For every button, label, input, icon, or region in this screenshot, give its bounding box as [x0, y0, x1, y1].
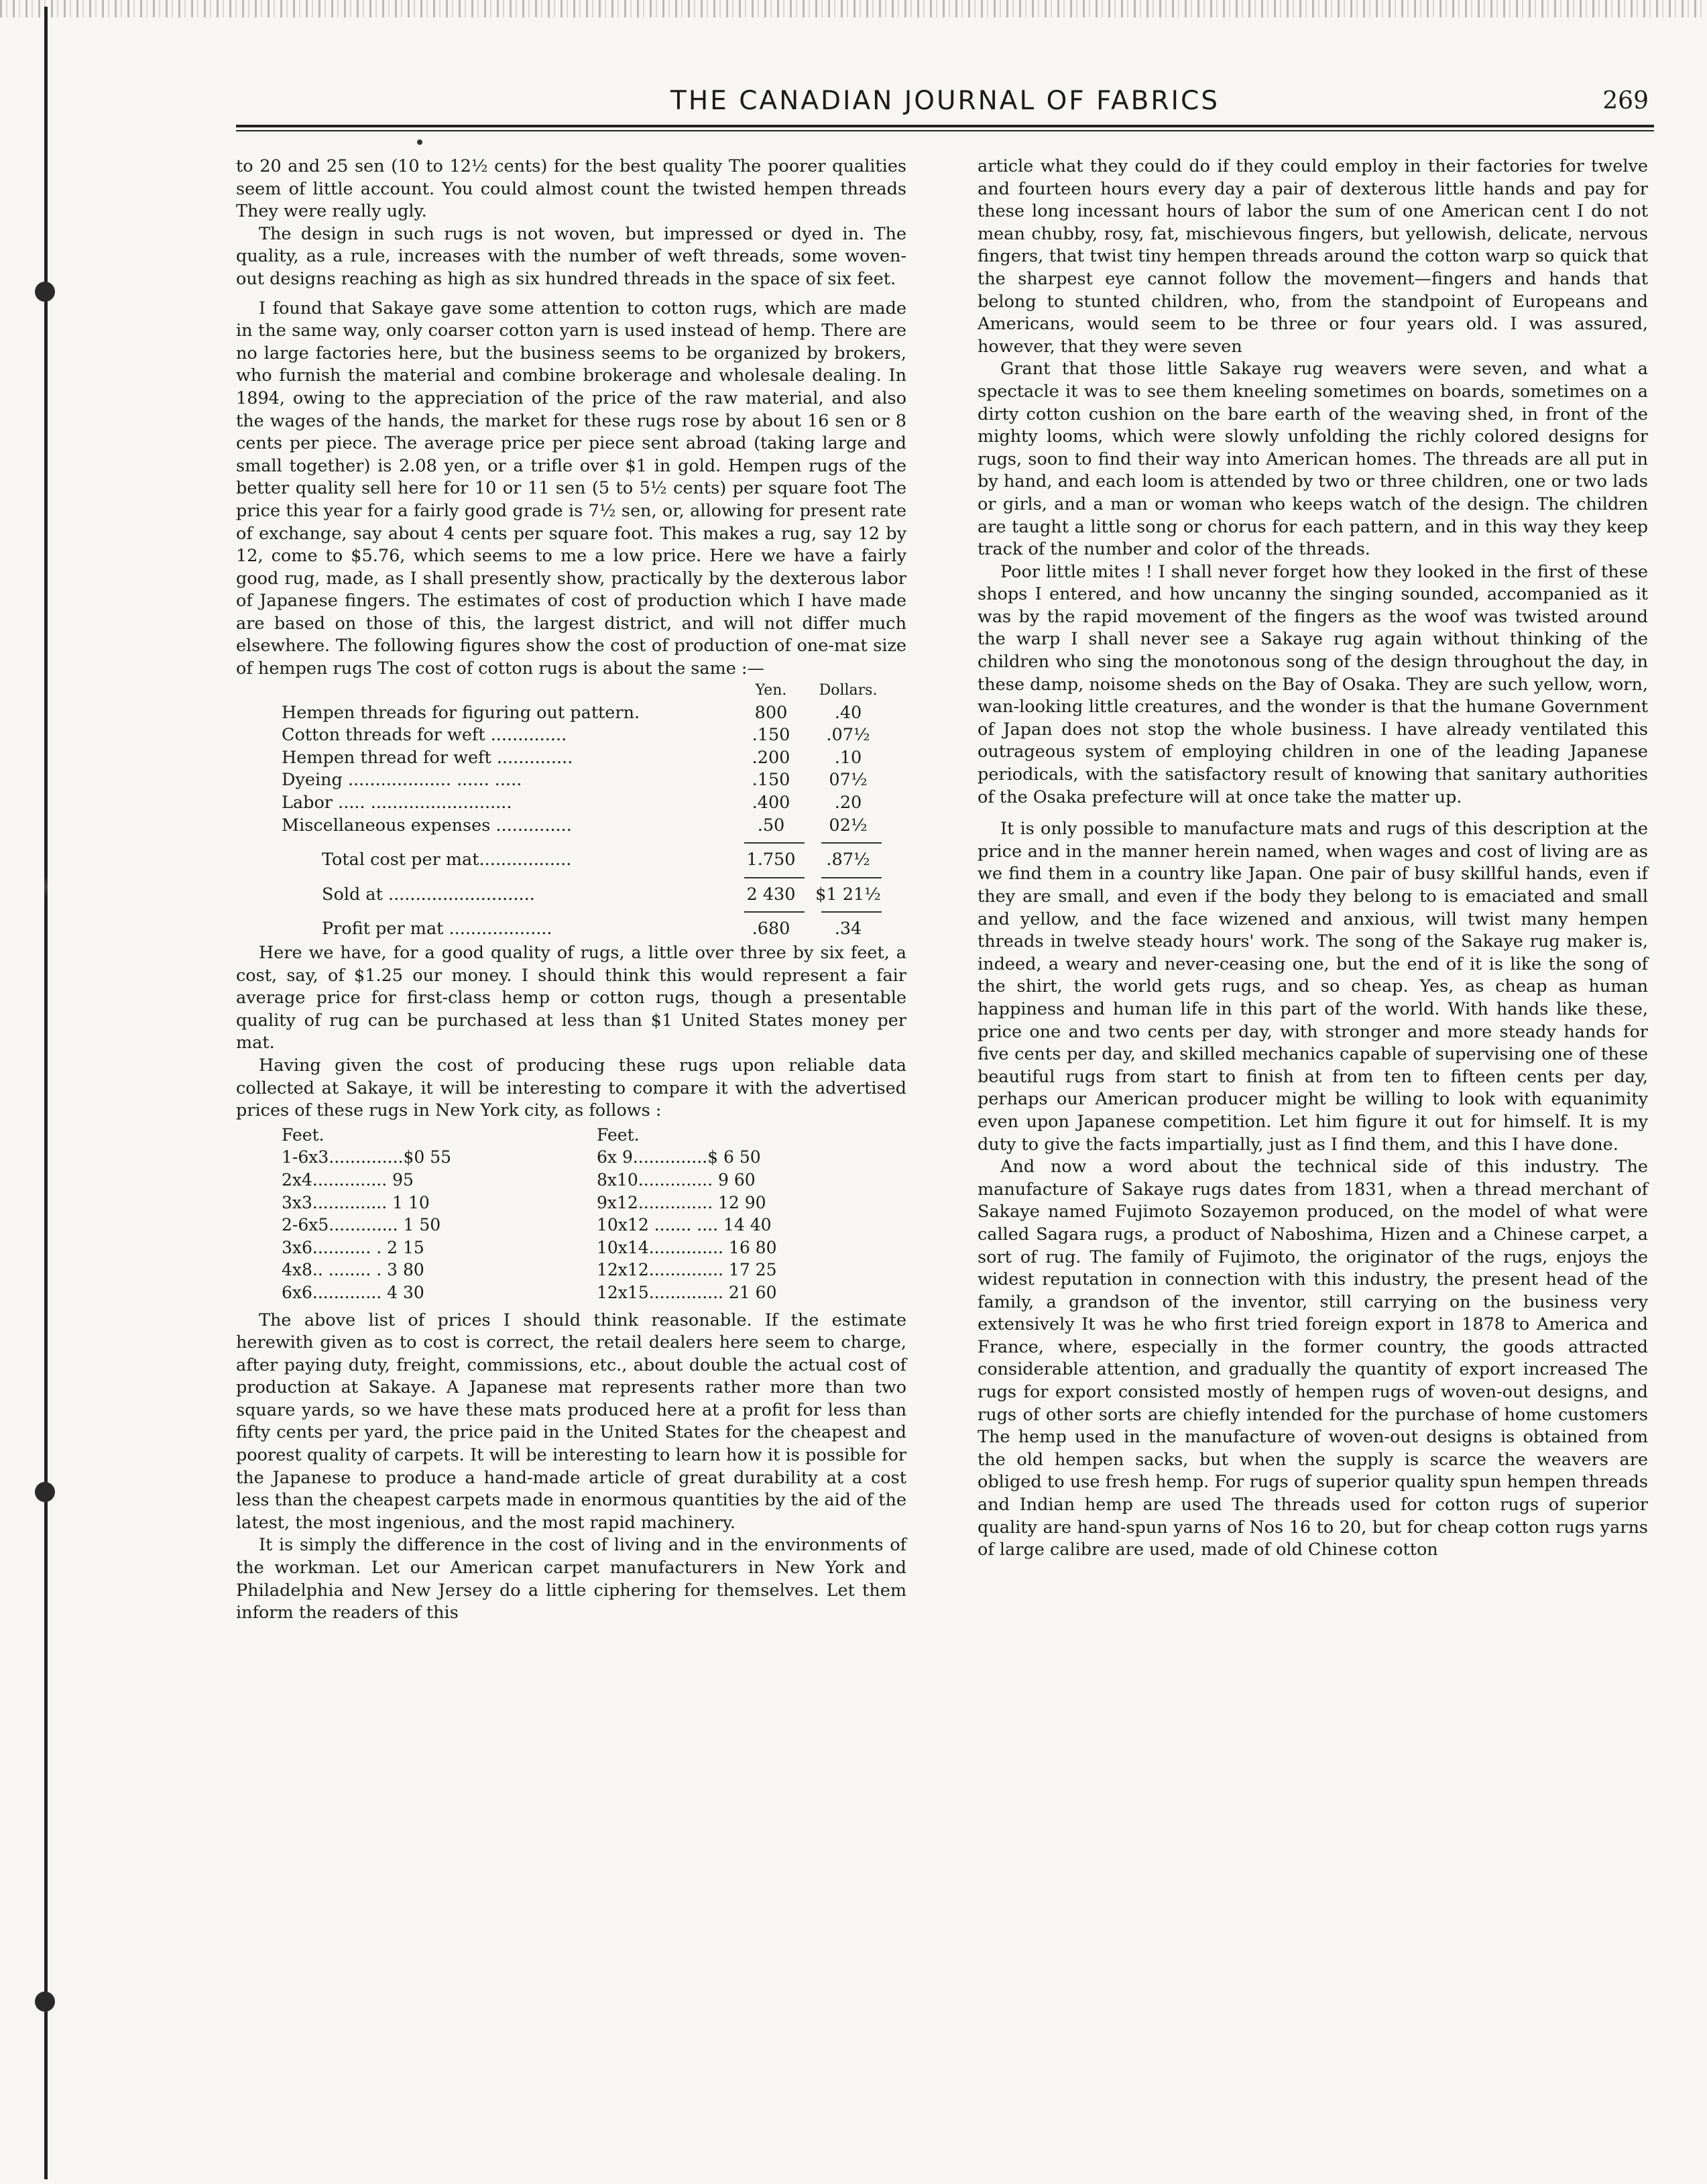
paragraph: Grant that those little Sakaye rug weavers were seven, and what a spectacle it was to see them kneeling sometimes on boards, sometimes on a dirty cotton cushion on the bare earth of the weaving shed, in front of the mighty looms, which were slowly unfolding the richly colored designs for rugs, soon to find their way into American homes. The threads are all put in by hand, and each loom is attended by two or three children, one or two lads or girls, and a man or woman who keeps watch of the design. The children are taught a little song or chorus for each pattern, and in this way they keep track of the number and color of the threads.: [978, 359, 1648, 560]
sum-rule: [282, 837, 902, 849]
scan-edge-noise: [0, 0, 1707, 17]
binding-line: [44, 7, 48, 2179]
header-rule-thin: [236, 130, 1654, 131]
table-row: 2-6x5............. 1 50 10x12 ....... .... 14 40: [282, 1215, 772, 1235]
left-column: [236, 156, 906, 1625]
table-row: Cotton threads for weft .............. .150 .07½: [282, 725, 870, 746]
table-row: Labor ..... .......................... .400 .20: [282, 793, 862, 813]
paragraph: I found that Sakaye gave some attention to cotton rugs, which are made in the same way, only coarser cotton yarn is used instead of hemp. There are no large factories here, but the business seems to be organized by brokers, who furnish the material and combine brokerage and wholesale dealing. In 1894, owing to the appreciation of the price of the raw material, and also the wages of the hands, the market for these rugs rose by about 16 sen or 8 cents per piece. The average price per piece sent abroad (taking large and small together) is 2.08 yen, or a trifle over $1 in gold. Hempen rugs of the better quality sell here for 10 or 11 sen (5 to 5½ cents) per square foot The price this year for a fairly good grade is 7½ sen, or, allowing for present rate of exchange, say about 4 cents per square foot. This makes a rug, say 12 by 12, come to $5.76, which seems to me a low price. Here we have a fairly good rug, made, as I shall presently show, practically by the dexterous labor of Japanese fingers. The estimates of cost of production which I have made are based on those of this, the largest district, and will not differ much elsewhere. The following figures show the cost of production of one-mat size of hempen rugs The cost of cotton rugs is about the same :—: [236, 298, 906, 679]
table-row: Hempen thread for weft .............. .200 .10: [282, 747, 862, 768]
table-row: 3x3.............. 1 10 9x12.............. 12 90: [282, 1192, 766, 1212]
paragraph: Here we have, for a good quality of rugs, a little over three by six feet, a cost, say, of $1.25 our money. I should think this would represent a fair average price for first-class hemp or cotton rugs, though a presentable quality of rug can be purchased at less than $1 United States money per mat.: [236, 943, 906, 1053]
cost-table-header: [282, 682, 902, 702]
yen-header: Yen.: [755, 682, 787, 699]
paragraph: The design in such rugs is not woven, but impressed or dyed in. The quality, as a rule, increases with the number of weft threads, some woven-out designs reaching as high as six hundred threads in the space of six feet.: [236, 223, 906, 289]
table-row: Hempen threads for figuring out pattern. 800 .40: [282, 702, 862, 723]
profit-row: Profit per mat ................... .680 .34: [322, 919, 862, 939]
paragraph: The above list of prices I should think reasonable. If the estimate herewith given as to cost is correct, the retail dealers here seem to charge, after paying duty, freight, commissions, etc., about double the actual cost of production at Sakaye. A Japanese mat represents rather more than two square yards, so we have these mats produced here at a profit for less than fifty cents per yard, the price paid in the United States for the cheapest and poorest quality of carpets. It will be interesting to learn how it is possible for the Japanese to produce a hand-made article of great durability at a cost less than the cheapest carpets made in enormous quantities by the aid of the latest, the most ingenious, and the most rapid machinery.: [236, 1310, 906, 1533]
price-table-header: Feet. Feet.: [282, 1125, 640, 1145]
paragraph: Poor little mites ! I shall never forget how they looked in the first of these shops I entered, and how uncanny the singing sounded, accompanied as it was by the rapid movement of the fingers as the woof was twisted around the warp I shall never see a Sakaye rug again without thinking of the children who sing the monotonous song of the design throughout the day, in these damp, noisome sheds on the Bay of Osaka. They are such yellow, worn, wan-looking little creatures, and the wonder is that the humane Government of Japan does not stop the whole business. I have already ventilated this outrageous system of employing children in one of the leading Japanese periodicals, with the satisfactory result of knowing that sanitary authorities of the Osaka prefecture will at once take the matter up.: [978, 561, 1648, 807]
table-row: 3x6........... . 2 15 10x14.............. 16 80: [282, 1237, 777, 1257]
paragraph: It is simply the difference in the cost of living and in the environments of the workman. Let our American carpet manufacturers in New York and Philadelphia and New Jersey do a little ciphering for themselves. Let them inform the readers of this: [236, 1535, 906, 1623]
paragraph: It is only possible to manufacture mats and rugs of this description at the price and in the manner herein named, when wages and cost of living are as we find them in a country like Japan. One pair of busy skillful hands, even if they are small, and even if the body they belong to is emaciated and small and yellow, and the face wizened and anxious, will twist many hempen threads in twelve steady hours' work. The song of the Sakaye rug maker is, indeed, a weary and never-ceasing one, but the end of it is like the song of the shirt, the world gets rugs, and so cheap. Yes, as cheap as human happiness and human life in this part of the world. With hands like these, price one and two cents per day, with stronger and more steady hands for five cents per day, and skilled mechanics capable of supervising one of these beautiful rugs from start to finish at from ten to fifteen cents per day, perhaps our American producer might be willing to look with equanimity even upon Japanese competition. Let him figure it out for himself. It is my duty to give the facts impartially, just as I find them, and this I have done.: [978, 819, 1648, 1155]
sold-row: Sold at ........................... 2 430 $1 21½: [322, 884, 881, 905]
page-number: 269: [1602, 87, 1649, 115]
paragraph: And now a word about the technical side of this industry. The manufacture of Sakaye rugs dates from 1831, when a thread merchant of Sakaye named Fujimoto Sozayemon produced, on the model of what were called Sagara rugs, a product of Naboshima, Hizen and a Chinese carpet, a sort of rug. The family of Fujimoto, the originator of the rugs, enjoys the widest reputation in connection with this industry, the present head of the family, a grandson of the inventor, still carrying on the business very extensively It was he who first tried foreign export in 1878 to America and France, where, especially in the former country, the goods attracted considerable attention, and gradually the quantity of export increased The rugs for export consisted mostly of hempen rugs of woven-out designs, and rugs of other sorts are chiefly intended for the purchase of home customers The hemp used in the manufacture of woven-out designs is obtained from the old hempen sacks, but when the supply is scarce the weavers are obliged to use fresh hemp. For rugs of superior quality spun hempen threads and Indian hemp are used The threads used for cotton rugs of superior quality are hand-spun yarns of Nos 16 to 20, but for cheap cotton rugs yarns of large calibre are used, made of old Chinese cotton: [978, 1157, 1648, 1560]
table-row: Miscellaneous expenses .............. .50 02½: [282, 815, 868, 836]
dollars-header: Dollars.: [819, 682, 878, 699]
journal-title: THE CANADIAN JOURNAL OF FABRICS: [670, 86, 1220, 116]
binding-mark: [35, 1482, 55, 1502]
table-row: Dyeing ................... ...... ..... .150 07½: [282, 770, 868, 791]
table-row: 1-6x3..............$0 55 6x 9..............$ 6 50: [282, 1147, 761, 1167]
total-row: Total cost per mat................. 1.750 .87½: [322, 850, 870, 870]
cost-table: [282, 682, 902, 941]
right-column: [978, 156, 1648, 1562]
page-header: [236, 86, 1654, 121]
sum-rule: [282, 872, 902, 884]
sum-rule: [282, 906, 902, 918]
table-row: 4x8.. ........ . 3 80 12x12.............. 17 25: [282, 1260, 777, 1280]
binding-mark: [35, 282, 55, 302]
printer-dot: [417, 139, 422, 145]
paragraph: to 20 and 25 sen (10 to 12½ cents) for the best quality The poorer qualities seem of little account. You could almost count the twisted hempen threads They were really ugly.: [236, 156, 906, 222]
table-row: 6x6............. 4 30 12x15.............. 21 60: [282, 1282, 777, 1302]
price-table: [282, 1124, 858, 1304]
paragraph: article what they could do if they could employ in their factories for twelve and fourteen hours every day a pair of dexterous little hands and pay for these long incessant hours of labor the sum of one American cent I do not mean chubby, rosy, fat, mischievous fingers, but yellowish, delicate, nervous fingers, that twist tiny hempen threads around the cotton warp so quick that the sharpest eye cannot follow the movement—fingers and hands that belong to stunted children, who, from the standpoint of Europeans and Americans, would seem to be three or four years old. I was assured, however, that they were seven: [978, 156, 1648, 357]
binding-mark: [35, 1992, 55, 2012]
table-row: 2x4.............. 95 8x10.............. 9 60: [282, 1169, 756, 1190]
header-rule: [236, 125, 1654, 127]
paragraph: Having given the cost of producing these rugs upon reliable data collected at Sakaye, it will be interesting to compare it with the advertised prices of these rugs in New York city, as follows :: [236, 1055, 906, 1121]
